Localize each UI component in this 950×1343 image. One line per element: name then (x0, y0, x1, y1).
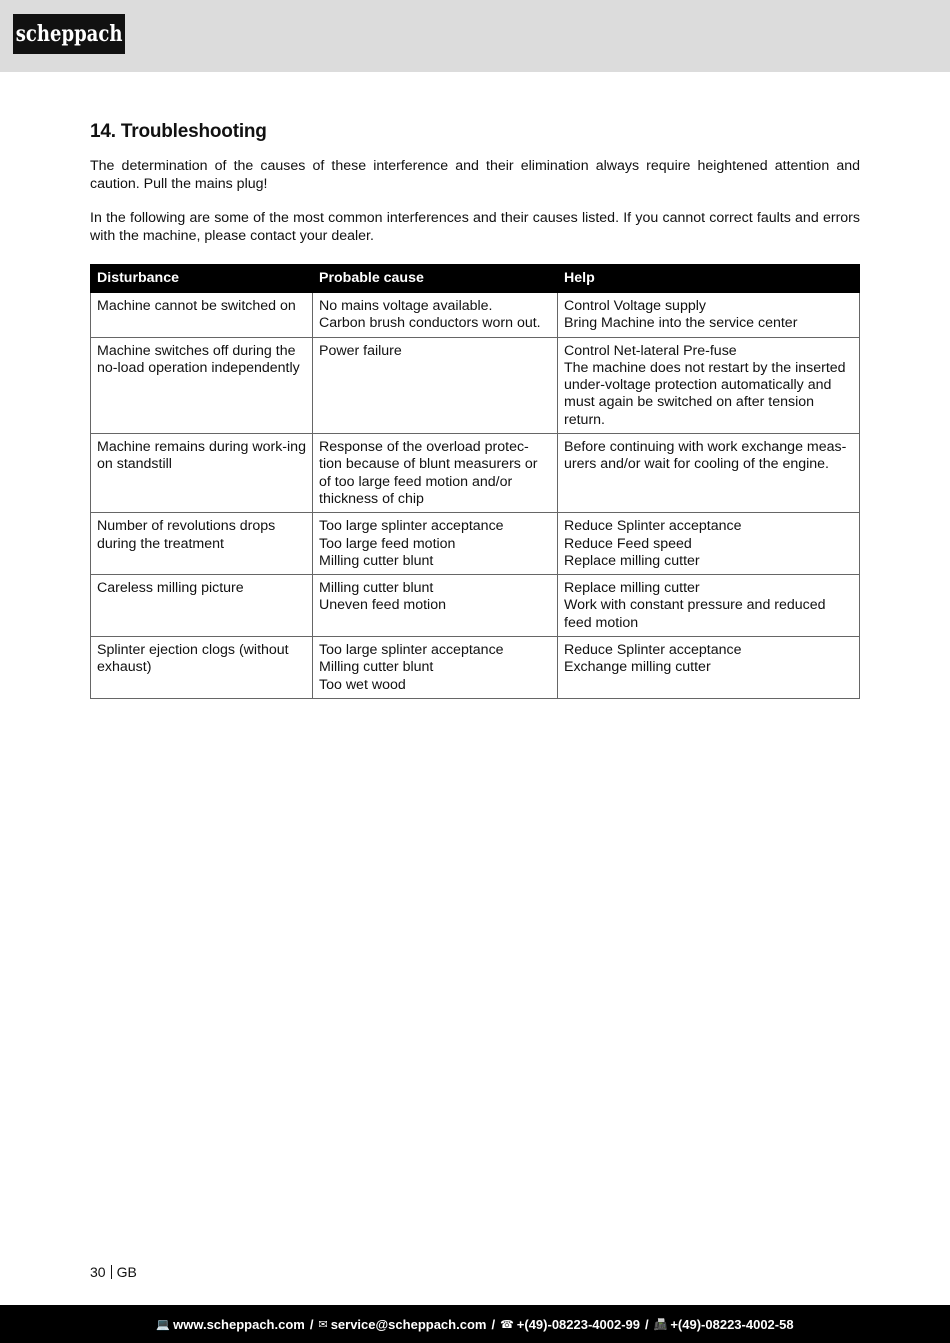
cell-line: Machine switches off during the no-load operation independently (97, 342, 300, 376)
cause-cell (313, 575, 558, 637)
cell-line: Reduce Splinter acceptance (564, 518, 742, 535)
table-row (91, 575, 860, 637)
cell-line: Number of revolutions drops during the treatment (97, 518, 276, 552)
cell-line: Too wet wood (319, 676, 406, 693)
section-title: 14. Troubleshooting (90, 121, 267, 142)
cell-line: Careless milling picture (97, 580, 244, 597)
troubleshooting-table (90, 264, 860, 699)
help-cell (558, 513, 860, 575)
cell-line: Replace milling cutter (564, 580, 700, 597)
cell-line: Carbon brush conductors worn out. (319, 315, 541, 332)
cell-line: Uneven feed motion (319, 597, 446, 614)
disturbance-cell (91, 337, 313, 433)
header-band (0, 0, 950, 72)
help-cell (558, 293, 860, 338)
page-number (90, 1264, 137, 1280)
table-row (91, 337, 860, 433)
footer-fax: +(49)-08223-4002-58 (670, 1316, 794, 1332)
intro-paragraph-2: In the following are some of the most common interferences and their causes listed. If you cannot correct faults and errors with the machine, please contact your dealer. (90, 210, 860, 244)
cell-line: Work with constant pressure and reduced feed motion (564, 597, 826, 631)
cell-line: Reduce Splinter acceptance (564, 642, 742, 659)
cell-line: Response of the overload protec-tion because of blunt measurers or of too large feed motion and/or thickness of chip (319, 439, 538, 507)
cell-line: Exchange milling cutter (564, 659, 711, 676)
help-cell (558, 434, 860, 513)
cell-line: No mains voltage available. (319, 298, 493, 314)
cell-line: Too large splinter acceptance (319, 518, 504, 535)
disturbance-cell (91, 637, 313, 699)
page-separator (111, 1265, 112, 1279)
disturbance-cell (91, 293, 313, 338)
help-cell (558, 637, 860, 699)
cell-line: Reduce Feed speed (564, 535, 692, 552)
cell-line: Milling cutter blunt (319, 580, 434, 597)
header-help: Help (558, 265, 860, 293)
cell-line: Splinter ejection clogs (without exhaust) (97, 642, 289, 676)
cause-cell (313, 434, 558, 513)
page-language: GB (116, 1264, 137, 1280)
cell-line: The machine does not restart by the inserted under-voltage protection automatically and must again be switched on after tension return. (564, 359, 846, 428)
fax-icon: 📠 (653, 1318, 668, 1331)
scheppach-logo: scheppach (13, 14, 125, 54)
disturbance-cell (91, 513, 313, 575)
table-row (91, 513, 860, 575)
header-disturbance: Disturbance (91, 265, 313, 293)
cell-line: Machine remains during work-ing on standstill (97, 439, 306, 473)
help-cell (558, 337, 860, 433)
table-row (91, 637, 860, 699)
footer-separator: / (309, 1316, 314, 1332)
cell-line: Milling cutter blunt (319, 659, 434, 676)
table-row (91, 293, 860, 338)
footer-bar (0, 1305, 950, 1343)
help-cell (558, 575, 860, 637)
footer-separator: / (645, 1316, 649, 1332)
cause-cell (313, 637, 558, 699)
cell-line: Bring Machine into the service center (564, 315, 798, 332)
cell-line: Before continuing with work exchange meas-urers and/or wait for cooling of the engine. (564, 439, 847, 473)
cause-cell (313, 337, 558, 433)
cell-line: Control Net-lateral Pre-fuse (564, 342, 737, 359)
computer-icon: 💻 (156, 1318, 171, 1331)
footer-email[interactable]: service@scheppach.com (330, 1316, 487, 1332)
cell-line: Replace milling cutter (564, 552, 700, 569)
telephone-icon: ☎ (500, 1318, 514, 1331)
envelope-icon: ✉ (318, 1318, 328, 1331)
disturbance-cell (91, 434, 313, 513)
cell-line: Power failure (319, 342, 402, 359)
cell-line: Too large feed motion (319, 535, 456, 552)
cell-line: Machine cannot be switched on (97, 298, 296, 314)
cell-line: Too large splinter acceptance (319, 642, 504, 659)
cell-line: Milling cutter blunt (319, 552, 434, 569)
footer-phone: +(49)-08223-4002-99 (516, 1316, 641, 1332)
table-header-row (91, 265, 860, 293)
table-row (91, 434, 860, 513)
intro-paragraph-1: The determination of the causes of these interference and their elimination always require heightened attention and caution. Pull the mains plug! (90, 158, 860, 192)
cause-cell (313, 513, 558, 575)
cause-cell (313, 293, 558, 338)
footer-separator: / (491, 1316, 496, 1332)
footer-website[interactable]: www.scheppach.com (173, 1316, 305, 1332)
header-probable-cause: Probable cause (313, 265, 558, 293)
page-number-value: 30 (90, 1264, 106, 1280)
cell-line: Control Voltage supply (564, 298, 706, 314)
disturbance-cell (91, 575, 313, 637)
